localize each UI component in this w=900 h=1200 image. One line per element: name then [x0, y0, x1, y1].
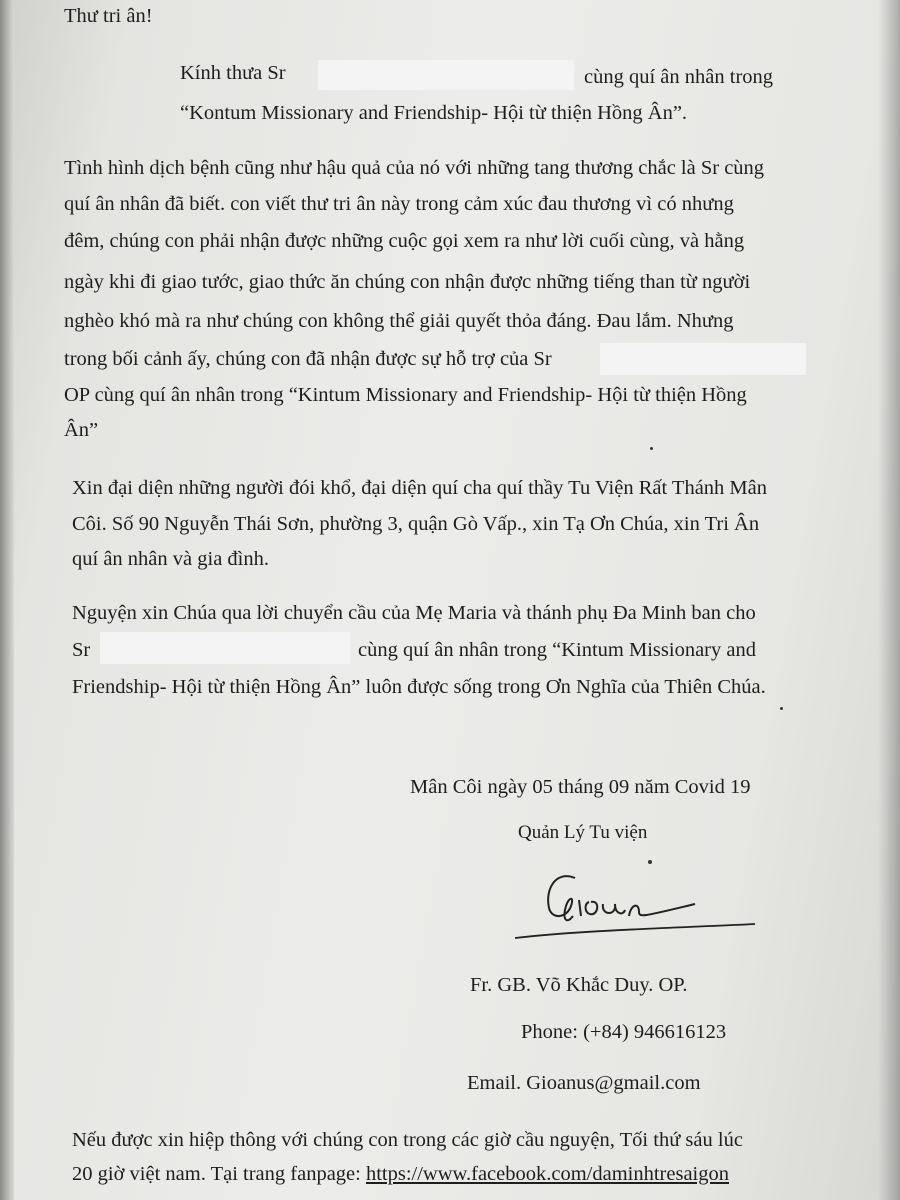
signer-email: Email. Gioanus@gmail.com	[467, 1072, 701, 1094]
redacted-name	[600, 343, 806, 375]
para1-line: trong bối cảnh ấy, chúng con đã nhận được sự hỗ trợ của Sr	[64, 348, 552, 370]
address-line-1b: cùng quí ân nhân trong	[584, 66, 774, 88]
closing-line-1: Nếu được xin hiệp thông với chúng con trong các giờ cầu nguyện, Tối thứ sáu lúc	[72, 1129, 743, 1151]
address-line-1a: Kính thưa Sr	[180, 62, 286, 84]
closing-line-2	[72, 1164, 729, 1185]
para1-line: Ân”	[64, 419, 99, 441]
ink-dot	[780, 707, 783, 710]
para2-line: Côi. Số 90 Nguyễn Thái Sơn, phường 3, quận Gò Vấp., xin Tạ Ơn Chúa, xin Tri Ân	[72, 513, 760, 535]
handwritten-signature	[505, 860, 765, 950]
para1-line: nghèo khó mà ra như chúng con không thể giải quyết thỏa đáng. Đau lắm. Nhưng	[64, 310, 734, 332]
signer-name: Fr. GB. Võ Khắc Duy. OP.	[470, 974, 688, 996]
para3-line: cùng quí ân nhân trong “Kintum Missionary and	[358, 639, 756, 661]
letter-greeting: Thư tri ân!	[64, 5, 153, 27]
para3-line-sr: Sr	[72, 639, 91, 661]
date-line: Mân Côi ngày 05 tháng 09 năm Covid 19	[410, 776, 751, 798]
fanpage-link[interactable]: https://www.facebook.com/daminhtresaigon	[365, 1163, 730, 1185]
para1-line: đêm, chúng con phải nhận được những cuộc gọi xem ra như lời cuối cùng, và hằng	[64, 230, 745, 252]
para1-line: Tình hình dịch bệnh cũng như hậu quả của nó với những tang thương chắc là Sr cùng	[64, 157, 765, 179]
para2-line: Xin đại diện những người đói khổ, đại diện quí cha quí thầy Tu Viện Rất Thánh Mân	[72, 477, 767, 499]
closing-line-2-prefix: 20 giờ việt nam. Tại trang fanpage:	[72, 1163, 366, 1185]
address-line-2: “Kontum Missionary and Friendship- Hội từ thiện Hồng Ân”.	[180, 102, 688, 124]
redacted-name	[318, 60, 574, 90]
para1-line: ngày khi đi giao tước, giao thức ăn chúng con nhận được những tiếng than từ người	[64, 271, 751, 293]
ink-dot	[650, 447, 653, 450]
para3-line: Friendship- Hội từ thiện Hồng Ân” luôn được sống trong Ơn Nghĩa của Thiên Chúa.	[72, 676, 766, 698]
para3-line: Nguyện xin Chúa qua lời chuyển cầu của Mẹ Maria và thánh phụ Đa Minh ban cho	[72, 602, 756, 624]
para1-line: OP cùng quí ân nhân trong “Kintum Missionary and Friendship- Hội từ thiện Hồng	[64, 384, 747, 406]
signer-role: Quản Lý Tu viện	[518, 822, 648, 843]
signer-phone: Phone: (+84) 946616123	[521, 1021, 727, 1043]
para1-line: quí ân nhân đã biết. con viết thư tri ân này trong cảm xúc đau thương vì có nhưng	[64, 193, 734, 215]
redacted-name	[100, 632, 350, 664]
para2-line: quí ân nhân và gia đình.	[72, 548, 269, 570]
